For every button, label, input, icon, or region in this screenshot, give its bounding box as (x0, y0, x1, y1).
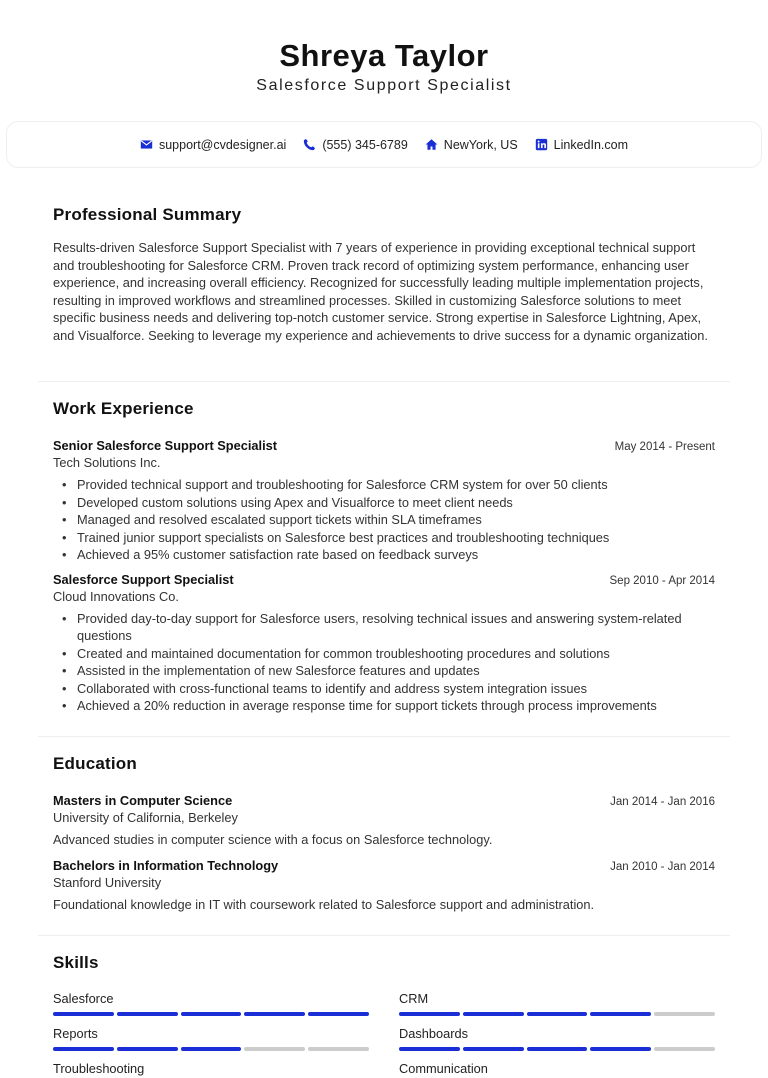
job-bullet: • Created and maintained documentation for common troubleshooting procedures and solutions (53, 645, 715, 663)
skill-segment-filled (399, 1047, 460, 1051)
skill-segment-filled (527, 1012, 588, 1016)
skill-name: Salesforce (53, 991, 114, 1006)
degree-title: Bachelors in Information Technology (53, 858, 279, 873)
skill-segment-filled (590, 1047, 651, 1051)
skill-item (53, 991, 369, 1016)
job-company: Cloud Innovations Co. (53, 588, 179, 604)
experience-section (53, 399, 715, 715)
contact-phone[interactable] (303, 138, 407, 152)
contact-phone-text: (555) 345-6789 (322, 137, 408, 152)
skill-level-bar (399, 1012, 715, 1016)
skill-segment-filled (117, 1012, 178, 1016)
contact-email[interactable] (140, 138, 286, 152)
education-description: Advanced studies in computer science with a focus on Salesforce technology. (53, 832, 493, 847)
skills-heading: Skills (53, 953, 99, 972)
education-date: Jan 2014 - Jan 2016 (610, 796, 715, 808)
skill-segment-filled (181, 1047, 242, 1051)
skill-segment-filled (53, 1012, 114, 1016)
job-entry (53, 572, 715, 715)
skill-segment-empty (654, 1012, 715, 1016)
job-bullet: • Trained junior support specialists on Salesforce best practices and troubleshooting techniques (53, 529, 715, 547)
job-bullet: • Achieved a 95% customer satisfaction rate based on feedback surveys (53, 546, 715, 564)
skill-segment-filled (181, 1012, 242, 1016)
skill-segment-filled (399, 1012, 460, 1016)
skill-segment-filled (527, 1047, 588, 1051)
education-date: Jan 2010 - Jan 2014 (610, 861, 715, 873)
skill-name: CRM (399, 991, 429, 1006)
skill-segment-filled (463, 1047, 524, 1051)
skill-segment-empty (244, 1047, 305, 1051)
candidate-name: Shreya Taylor (279, 38, 489, 73)
job-bullet: • Developed custom solutions using Apex and Visualforce to meet client needs (53, 494, 715, 512)
skill-segment-filled (53, 1047, 114, 1051)
skill-segment-filled (117, 1047, 178, 1051)
skill-segment-filled (590, 1012, 651, 1016)
section-divider (38, 935, 730, 936)
skill-segment-empty (654, 1047, 715, 1051)
section-divider (38, 736, 730, 737)
skills-section (53, 953, 715, 1078)
skill-segment-filled (244, 1012, 305, 1016)
job-bullets (53, 476, 715, 564)
contact-location-text: NewYork, US (443, 137, 518, 152)
skill-item (53, 1026, 369, 1051)
skill-level-bar (53, 1047, 369, 1051)
contact-location (425, 138, 518, 152)
contact-linkedin-text: LinkedIn.com (553, 137, 629, 152)
education-heading: Education (53, 754, 137, 773)
skill-level-bar (53, 1012, 369, 1016)
skill-name: Troubleshooting (53, 1061, 145, 1076)
job-bullets (53, 610, 715, 715)
job-bullet: • Provided day-to-day support for Salesforce users, resolving technical issues and answering system-related questions (53, 610, 715, 645)
section-divider (38, 381, 730, 382)
skill-segment-filled (308, 1012, 369, 1016)
job-date: Sep 2010 - Apr 2014 (609, 574, 715, 587)
contact-email-text: support@cvdesigner.ai (158, 137, 287, 152)
skill-segment-empty (308, 1047, 369, 1051)
skill-level-bar (399, 1047, 715, 1051)
job-date: May 2014 - Present (614, 441, 715, 453)
summary-section (53, 205, 715, 344)
job-bullet: • Provided technical support and troubleshooting for Salesforce CRM system for over 50 clients (53, 476, 715, 494)
envelope-icon (140, 138, 153, 151)
school-name: University of California, Berkeley (53, 810, 238, 825)
candidate-title: Salesforce Support Specialist (256, 77, 512, 94)
skill-item (399, 1026, 715, 1051)
resume-header (0, 0, 768, 95)
job-bullet: • Assisted in the implementation of new Salesforce features and updates (53, 662, 715, 680)
education-entry (53, 858, 715, 912)
skill-item (399, 1061, 715, 1078)
phone-icon (303, 138, 316, 151)
skills-grid (53, 991, 715, 1078)
degree-title: Masters in Computer Science (53, 793, 233, 808)
home-icon (425, 138, 438, 151)
skill-item (53, 1061, 369, 1078)
skill-item (399, 991, 715, 1016)
education-entry (53, 793, 715, 847)
summary-heading: Professional Summary (53, 205, 242, 224)
skill-name: Reports (53, 1026, 98, 1041)
skill-segment-filled (463, 1012, 524, 1016)
education-description: Foundational knowledge in IT with coursework related to Salesforce support and administration. (53, 897, 595, 912)
school-name: Stanford University (53, 875, 162, 890)
skill-name: Communication (399, 1061, 488, 1076)
summary-text: Results-driven Salesforce Support Specialist with 7 years of experience in providing exceptional technical support and troubleshooting for Salesforce CRM. Proven track record of optimizing system performance, enhancing user experience, and increasing overall efficiency. Recognized for successfully leading multiple implementation projects, resulting in improved workflows and streamlined processes. Skilled in customizing Salesforce solutions to meet specific business needs and delivering top-notch customer service. Strong expertise in Salesforce Lightning, Apex, and Visualforce. Seeking to leverage my experience and achievements to drive success for a dynamic organization. (53, 240, 708, 343)
contact-linkedin[interactable] (535, 138, 628, 152)
job-company: Tech Solutions Inc. (53, 455, 161, 470)
skill-name: Dashboards (399, 1026, 469, 1041)
linkedin-icon (535, 138, 548, 151)
job-bullet: • Managed and resolved escalated support tickets within SLA timeframes (53, 511, 715, 529)
education-section (53, 754, 715, 912)
contact-bar (6, 121, 762, 168)
experience-heading: Work Experience (53, 399, 194, 418)
job-entry (53, 438, 715, 564)
job-bullet: • Collaborated with cross-functional teams to identify and address system integration issues (53, 680, 715, 698)
job-title: Salesforce Support Specialist (53, 571, 234, 587)
job-bullet: • Achieved a 20% reduction in average response time for support tickets through process improvements (53, 697, 715, 715)
job-title: Senior Salesforce Support Specialist (53, 438, 278, 453)
